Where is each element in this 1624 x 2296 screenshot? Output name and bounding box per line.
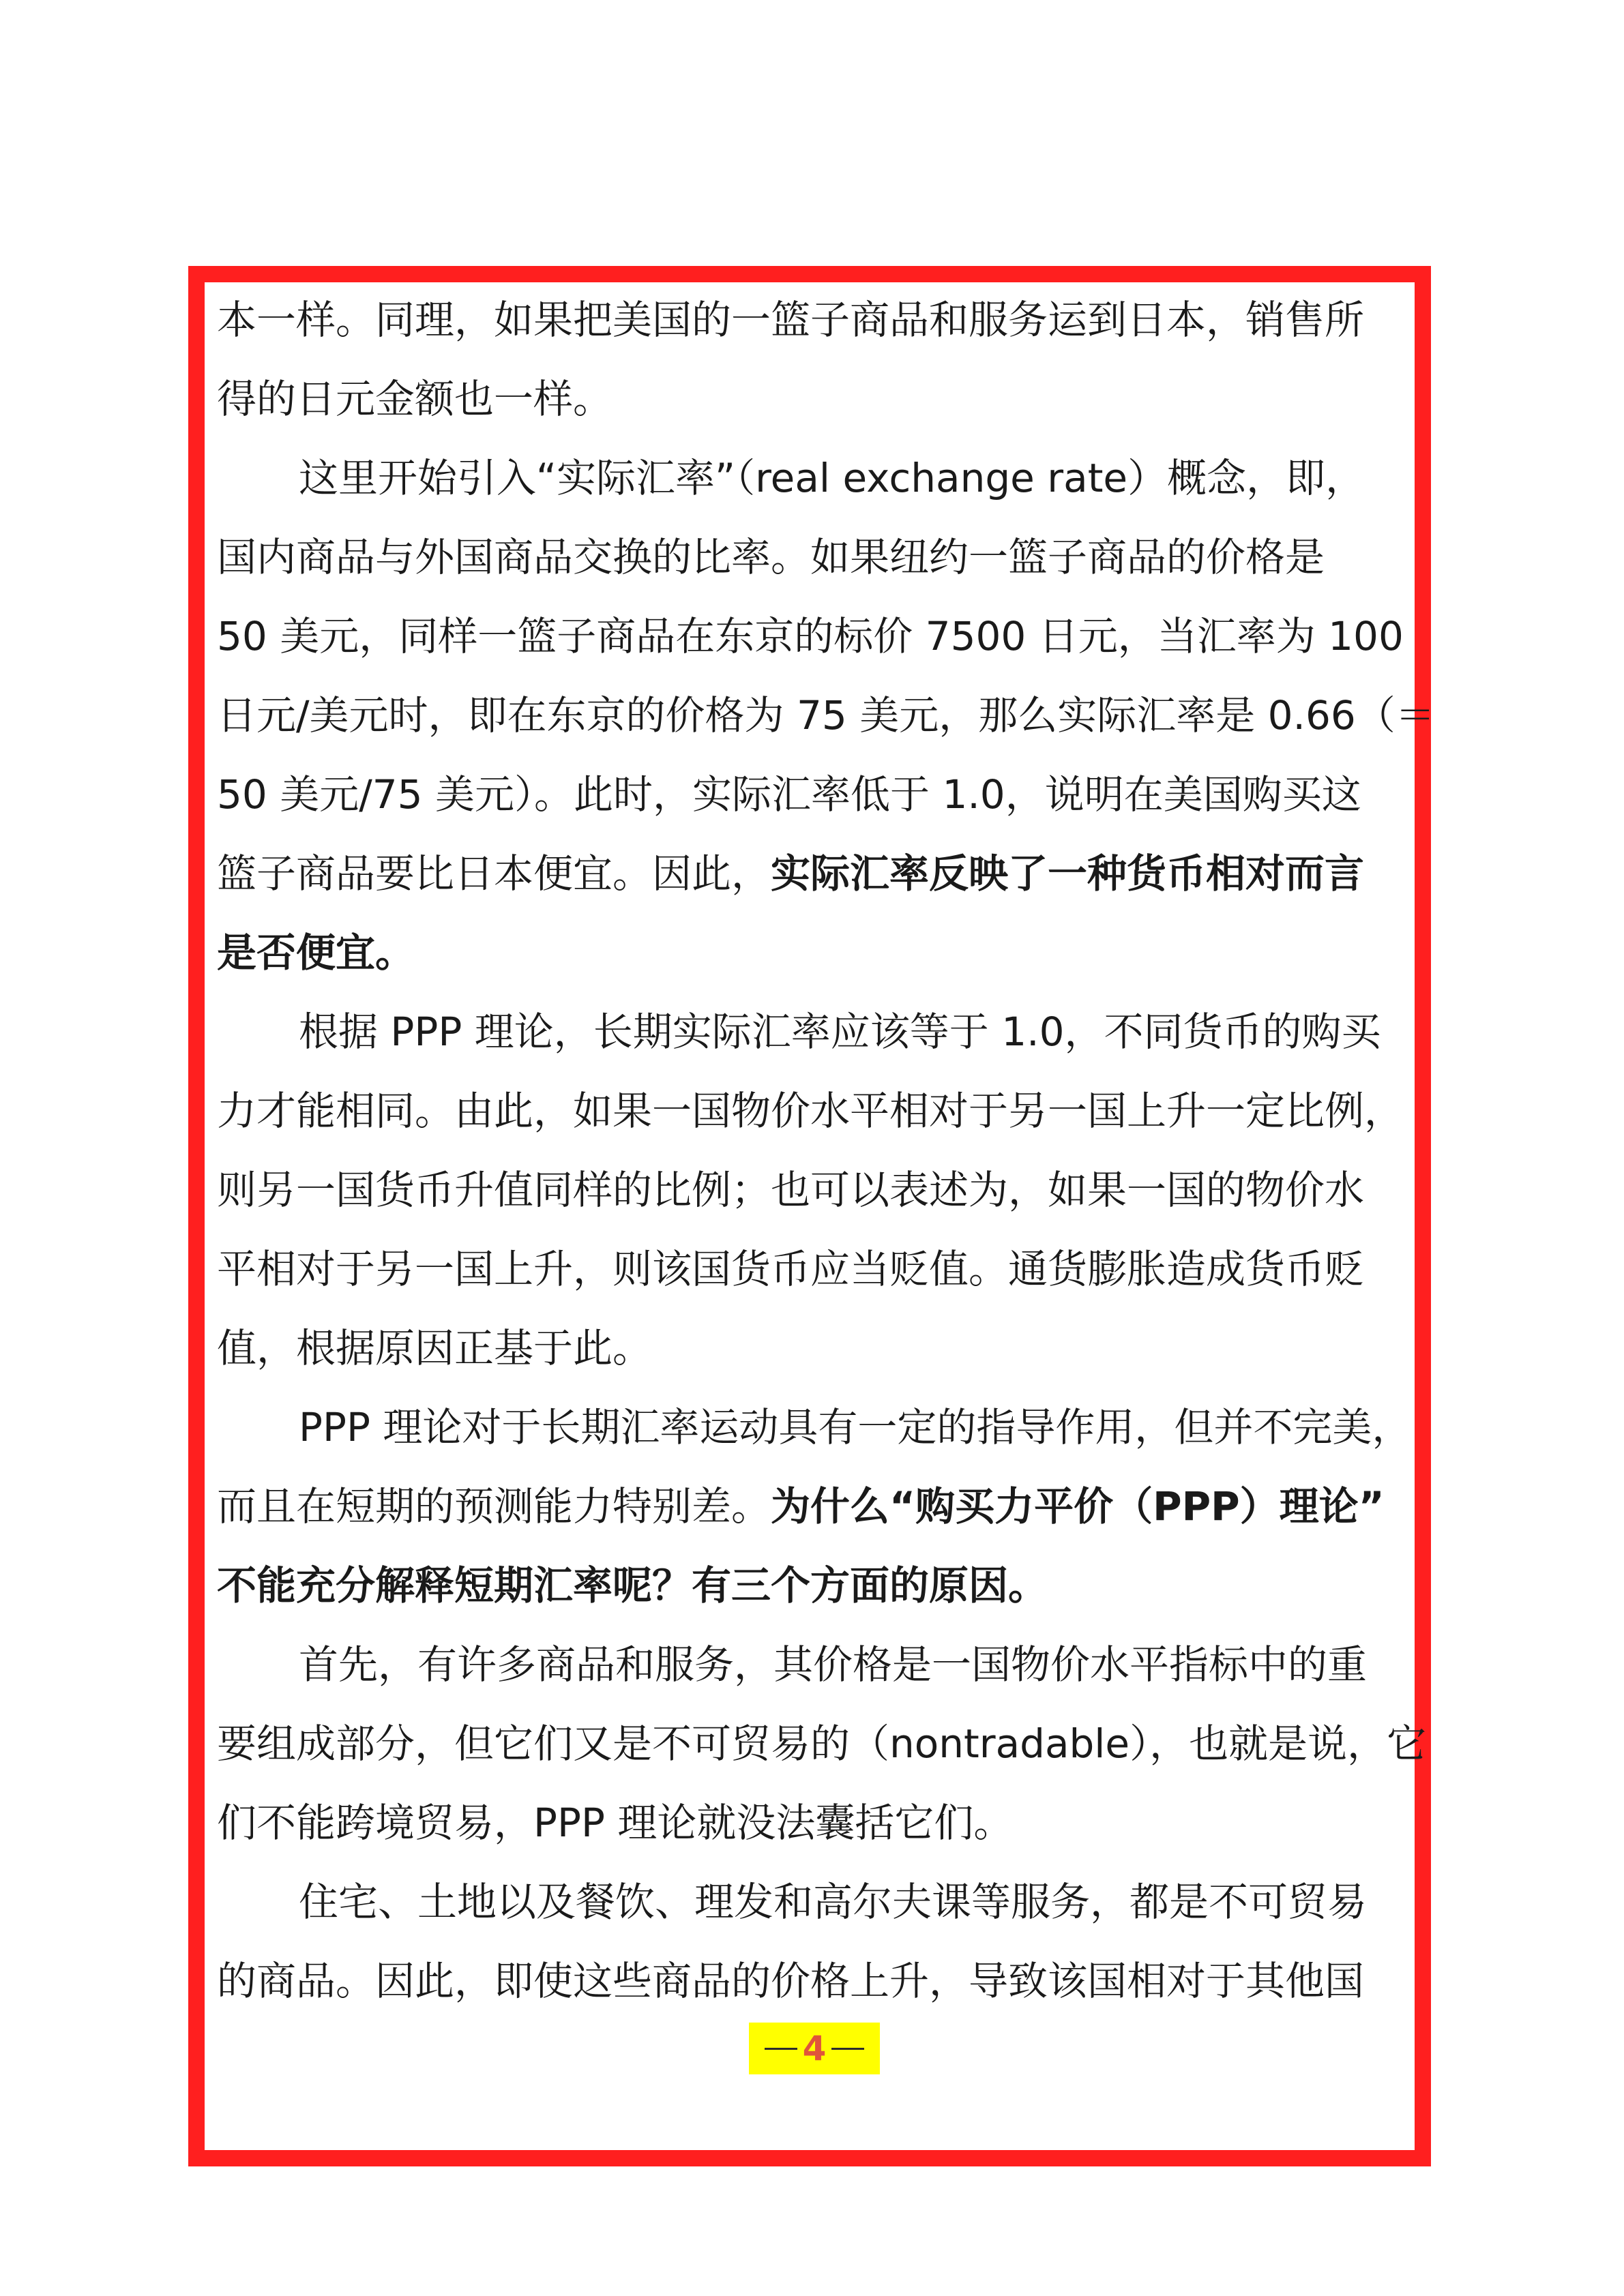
text-line: 这里开始引入“实际汇率”（real exchange rate）概念，即， [299, 455, 1365, 501]
text-line: 平相对于另一国上升，则该国货币应当贬值。通货膨胀造成货币贬 [217, 1246, 1365, 1292]
text-line: 根据 PPP 理论，长期实际汇率应该等于 1.0，不同货币的购买 [299, 1009, 1381, 1055]
text-line: 得的日元金额也一样。 [217, 376, 613, 422]
text-line: 日元/美元时，即在东京的价格为 75 美元，那么实际汇率是 0.66（＝ [217, 692, 1435, 739]
text-normal: 篮子商品要比日本便宜。因此， [217, 850, 771, 897]
text-emphasis: 实际汇率反映了一种货币相对而言 [771, 850, 1365, 897]
text-line: 的商品。因此，即使这些商品的价格上升，导致该国相对于其他国 [217, 1958, 1365, 2004]
text-line-mixed [217, 835, 1364, 913]
dash-right [831, 2048, 864, 2050]
text-line: 们不能跨境贸易，PPP 理论就没法囊括它们。 [217, 1800, 1014, 1846]
text-line: 50 美元，同样一篮子商品在东京的标价 7500 日元，当汇率为 100 [217, 613, 1404, 659]
text-line: 首先，有许多商品和服务，其价格是一国物价水平指标中的重 [299, 1641, 1368, 1688]
text-line: 国内商品与外国商品交换的比率。如果纽约一篮子商品的价格是 [217, 534, 1325, 580]
text-line: 则另一国货币升值同样的比例；也可以表述为，如果一国的物价水 [217, 1167, 1365, 1213]
text-line-mixed [217, 1467, 1385, 1546]
text-emphasis-line: 是否便宜。 [217, 929, 415, 976]
text-line: PPP 理论对于长期汇率运动具有一定的指导作用，但并不完美， [299, 1404, 1412, 1450]
text-emphasis-line: 不能充分解释短期汇率呢？有三个方面的原因。 [217, 1562, 1048, 1609]
text-normal: 而且在短期的预测能力特别差。 [217, 1483, 771, 1530]
text-emphasis: 为什么“购买力平价（PPP）理论” [771, 1483, 1385, 1530]
text-line: 力才能相同。由此，如果一国物价水平相对于另一国上升一定比例， [217, 1088, 1404, 1134]
text-line: 要组成部分，但它们又是不可贸易的（nontradable），也就是说，它 [217, 1720, 1427, 1767]
text-line: 住宅、土地以及餐饮、理发和高尔夫课等服务，都是不可贸易 [299, 1879, 1368, 1925]
text-line: 值，根据原因正基于此。 [217, 1325, 653, 1371]
page-number-badge [749, 2023, 880, 2074]
page-number: 4 [802, 2029, 827, 2068]
text-line: 本一样。同理，如果把美国的一篮子商品和服务运到日本，销售所 [217, 297, 1365, 343]
dash-left [765, 2048, 797, 2050]
text-line: 50 美元/75 美元）。此时，实际汇率低于 1.0，说明在美国购买这 [217, 771, 1361, 818]
